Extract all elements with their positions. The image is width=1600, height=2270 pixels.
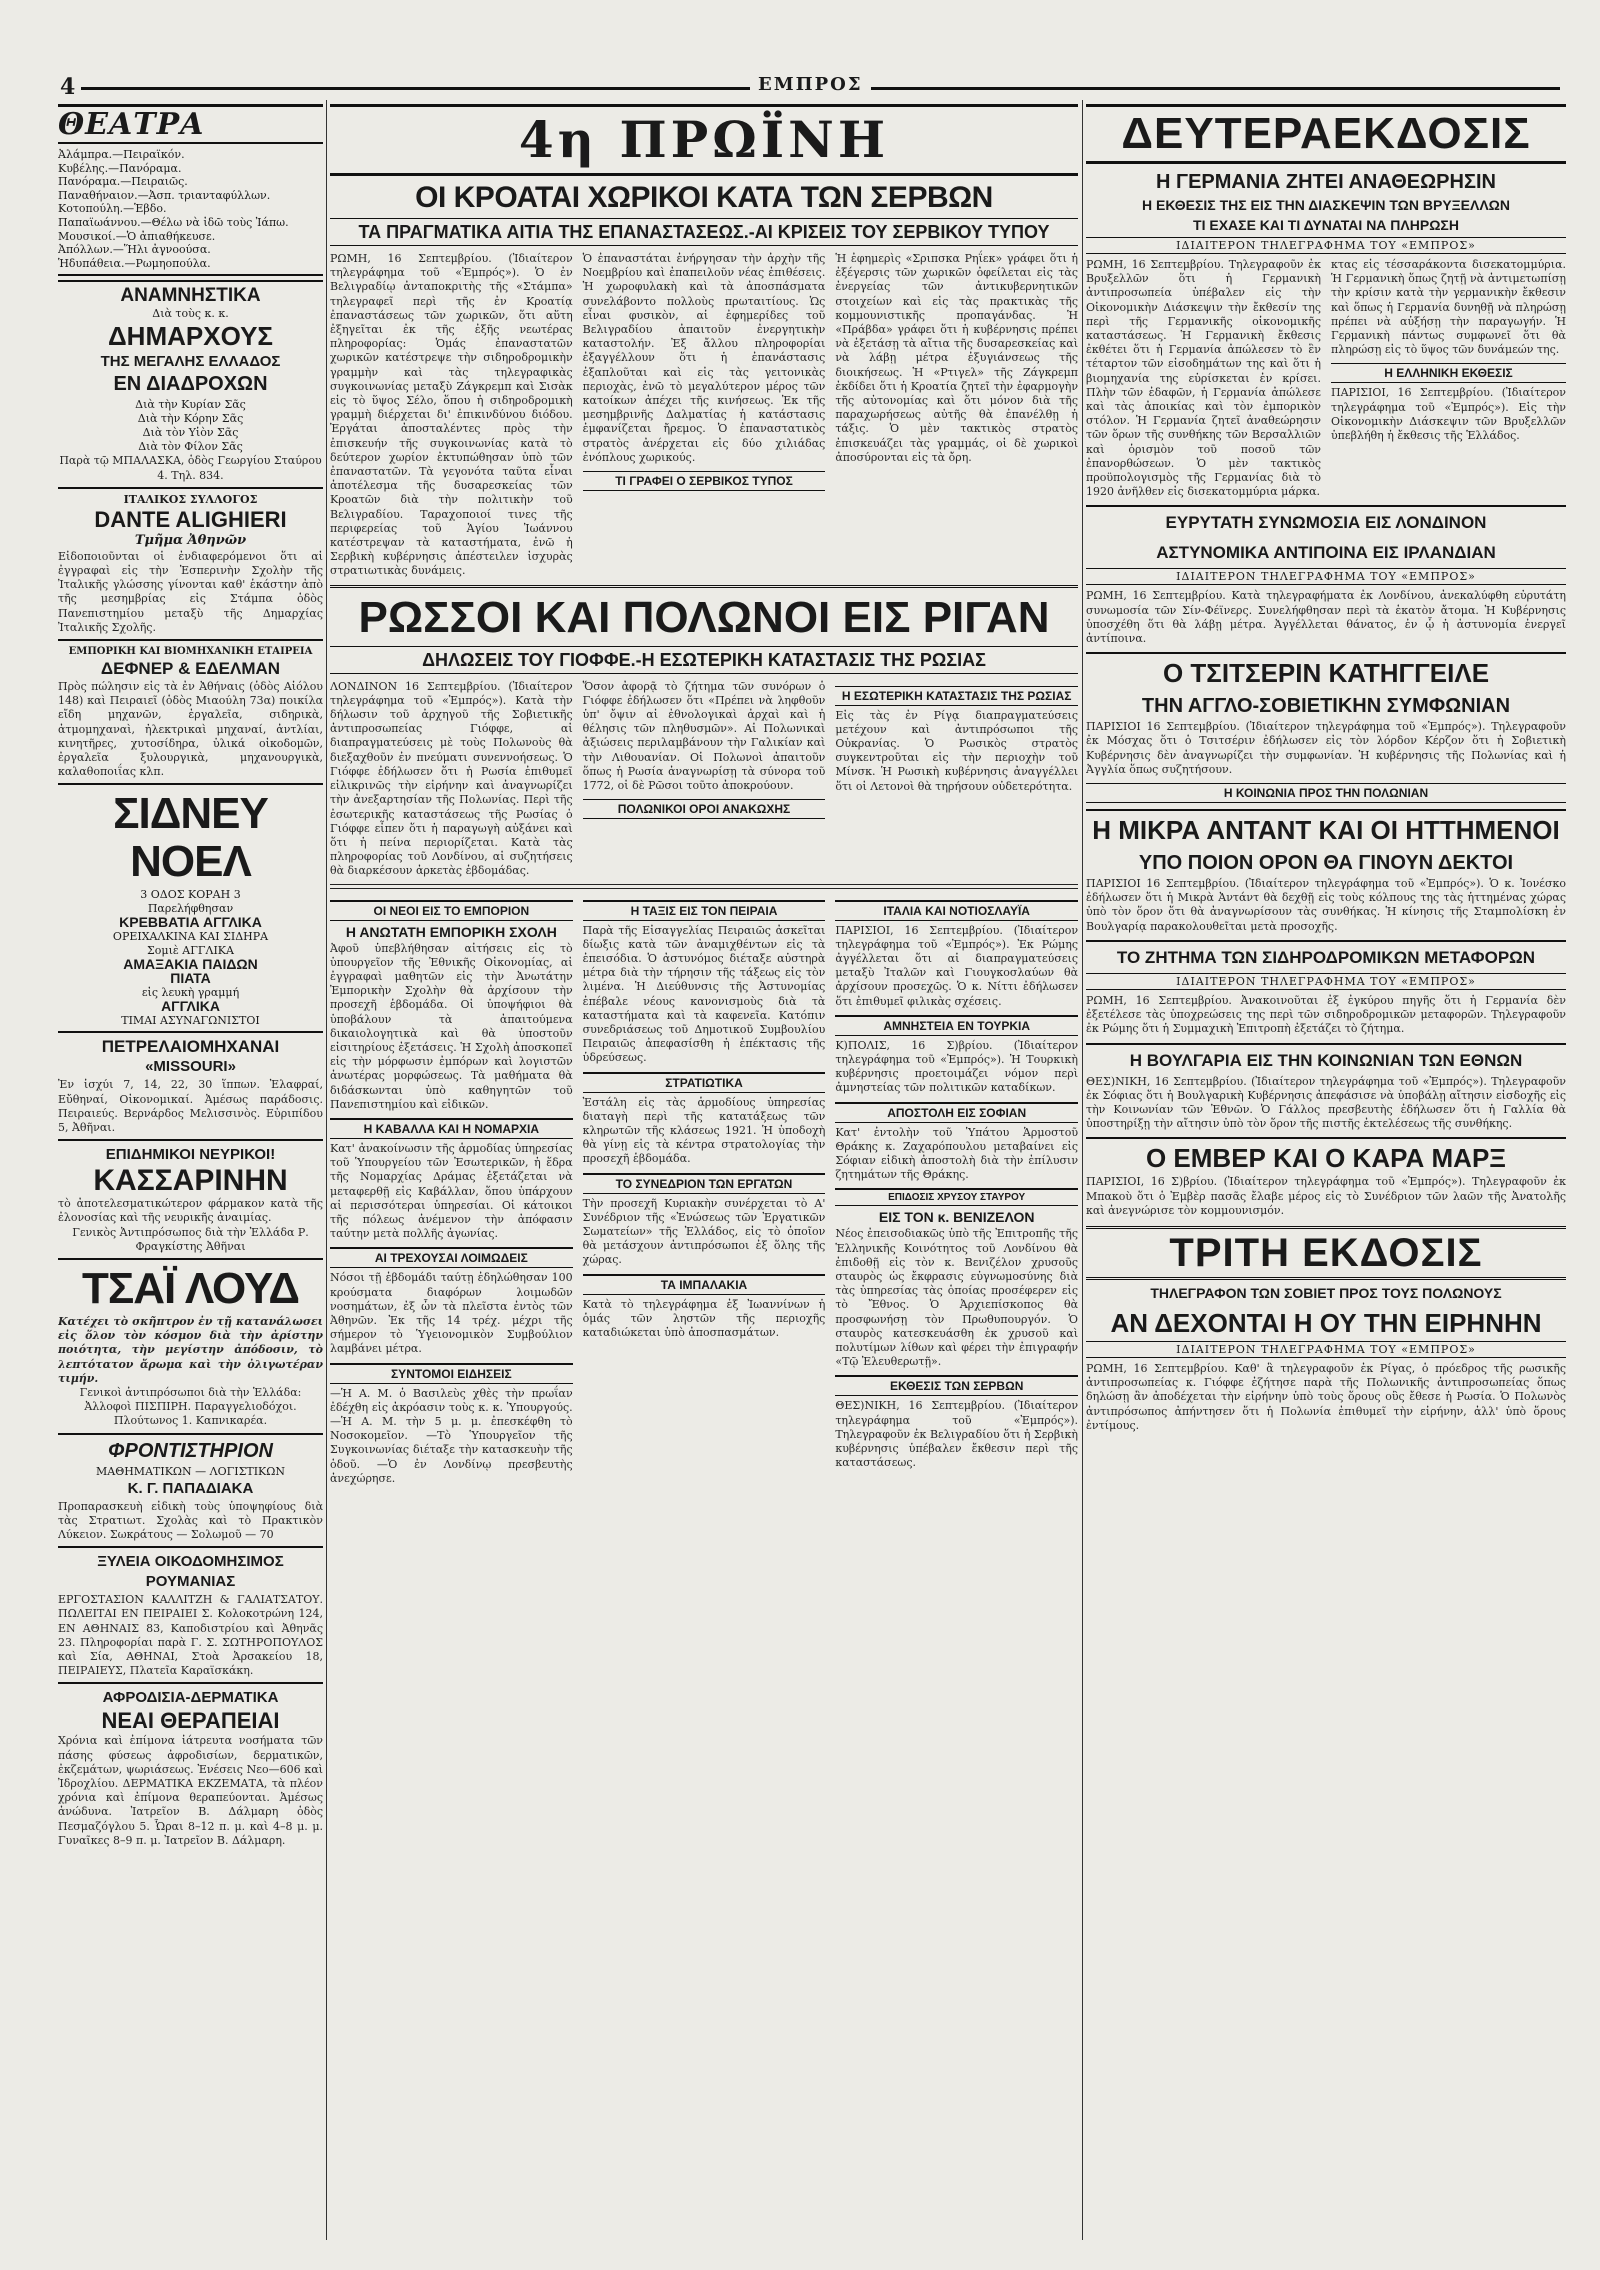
subheadline-germany: ΤΙ ΕΧΑΣΕ ΚΑΙ ΤΙ ΔΥΝΑΤΑΙ ΝΑ ΠΛΗΡΩΣΗ	[1193, 217, 1459, 233]
article-text: —Ἡ Α. Μ. ὁ Βασιλεὺς χθὲς τὴν πρωΐαν ἐδέχθη εἰς ἀκρόασιν τοὺς κ. κ. Ὑπουργούς. —Ἡ Α. Μ. τὴν 5 μ. μ. ἐπεσκέφθη τὸ Νοσοκομεῖον. —Τὸ Ὑπουργεῖον τῆς Συγκοινωνίας διέταξε τὴν κατασκευὴν τῆς ὁδοῦ. —Ὁ ἐν Λονδίνῳ πρεσβευτὴς ἀνεχώρησε.	[330, 1386, 573, 1485]
article-text: Ἀφοῦ ὑπεβλήθησαν αἰτήσεις εἰς τὸ ὑπουργεῖον τῆς Ἐθνικῆς Οἰκονομίας, αἱ ἐγγραφαὶ μαθητῶν εἰς τὴν Ἀνωτάτην Ἐμπορικὴν Σχολὴν θὰ ἀρχίσουν τὴν προσεχῆ ἑβδομάδα. Οἱ ὑποψήφιοι θὰ ὑποβάλουν τὰ ἀπαιτούμενα δικαιολογητικὰ καὶ θὰ ὑποστοῦν εἰσιτηρίους ἐξετάσεις. Ἡ Σχολὴ ἀποσκοπεῖ εἰς τὴν μόρφωσιν ἐμπόρων καὶ λογιστῶν ἀνωτέρας μορφώσεως. Τὰ μαθήματα θὰ διδάσκωνται ὑπὸ καθηγητῶν τοῦ Πανεπιστημίου καὶ εἰδικῶν.	[330, 941, 573, 1111]
article-text: Κατὰ τὸ τηλεγράφημα ἐξ Ἰωαννίνων ἡ ὁμάς τῶν ληστῶν τῆς περιοχῆς καταδιώκεται ὑπὸ ἀποσπασμάτων.	[582, 1297, 826, 1339]
article-riga	[330, 680, 1078, 879]
ad-subtext: Γενικοὶ ἀντιπρόσωποι διὰ τὴν Ἑλλάδα: Ἀλλοφοὶ ΠΙΣΠΙΡΗ. Παραγγελιοδόχοι. Πλούτωνος 1. Καπνικαρέα.	[79, 1386, 302, 1428]
ad-subtext: Γενικὸς Ἀντιπρόσωπος διὰ τὴν Ἑλλάδα Ρ. Φραγκίστης Ἀθῆναι	[72, 1225, 309, 1253]
ad-heading: Κ. Γ. ΠΑΠΑΔΙΑΚΑ	[127, 1479, 254, 1497]
article-text: ΠΑΡΙΣΙΟΙ, 16 Σεπτεμβρίου. (Ἰδιαίτερον τηλεγράφημα τοῦ «Ἐμπρός»). Ἐκ Ρώμης ἀγγέλλεται ὅτι αἱ διαπραγματεύσεις μεταξὺ Ἰταλῶν καὶ Γιουγκοσλαύων θὰ ἀρχίσουν προσεχῶς. Ὁ κ. Νίττι ἐδήλωσεν ὅτι ἐπιθυμεῖ φιλικὰς σχέσεις.	[835, 923, 1078, 1008]
article-text: ΠΑΡΙΣΙΟΙ, 16 Σ)βρίου. (Ἰδιαίτερον τηλεγράφημα τοῦ «Ἐμπρός»). Τηλεγραφοῦν ἐκ Μπακοὺ ὅτι ὁ Ἐμβὲρ πασᾶς ἔλαβε μέρος εἰς τὸ Συνέδριον τῶν λαῶν τῆς Ἀνατολῆς καὶ ἀνεγνώρισε τὸν κομμουνισμόν.	[1086, 1175, 1566, 1217]
section-heading: ΤΙ ΓΡΑΦΕΙ Ο ΣΕΡΒΙΚΟΣ ΤΥΠΟΣ	[583, 471, 826, 491]
section-heading: ΙΤΑΛΙΑ ΚΑΙ ΝΟΤΙΟΣΛΑΥΪΑ	[835, 900, 1078, 921]
section-heading: ΑΜΝΗΣΤΕΙΑ ΕΝ ΤΟΥΡΚΙΑ	[835, 1015, 1078, 1036]
headline-germany: Η ΓΕΡΜΑΝΙΑ ΖΗΤΕΙ ΑΝΑΘΕΩΡΗΣΙΝ	[1156, 171, 1496, 193]
second-edition-banner: ΔΕΥΤΕΡΑΕΚΔΟΣΙΣ	[1086, 104, 1566, 164]
list-item: Πανόραμα.—Πειραιῶς.	[58, 175, 188, 189]
headline-london: ΕΥΡΥΤΑΤΗ ΣΥΝΩΜΟΣΙΑ ΕΙΣ ΛΟΝΔΙΝΟΝ	[1086, 505, 1566, 535]
ad-heading: ΤΣΑΪ ΛΟΥΔ	[81, 1264, 299, 1314]
ad-title: ΙΤΑΛΙΚΟΣ ΣΥΛΛΟΓΟΣ	[123, 492, 258, 506]
edition-banner: 4η ΠΡΩΪΝΗ	[330, 104, 1078, 176]
ad-title: ΑΝΑΜΝΗΣΤΙΚΑ	[120, 285, 261, 307]
section-heading: ΠΟΛΩΝΙΚΟΙ ΟΡΟΙ ΑΝΑΚΩΧΗΣ	[583, 799, 826, 819]
list-item: Σομιὲ ΑΓΓΛΙΚΑ	[147, 944, 234, 958]
column-divider	[1082, 100, 1083, 2240]
list-item: ΑΜΑΞΑΚΙΑ ΠΑΙΔΩΝ	[123, 956, 258, 973]
headline-railways: ΤΟ ΖΗΤΗΜΑ ΤΩΝ ΣΙΔΗΡΟΔΡΟΜΙΚΩΝ ΜΕΤΑΦΟΡΩΝ	[1086, 940, 1566, 970]
ad-title: ΑΦΡΟΔΙΣΙΑ-ΔΕΡΜΑΤΙΚΑ	[102, 1689, 279, 1707]
ad-heading: ΣΙΔΝΕΥ ΝΟΕΛ	[113, 789, 268, 887]
list-item: Κοτοπούλη.—Ἑβδο.	[58, 202, 167, 216]
list-item: ΚΡΕΒΒΑΤΙΑ ΑΓΓΛΙΚΑ	[119, 914, 262, 931]
subheadline-london: ΑΣΤΥΝΟΜΙΚΑ ΑΝΤΙΠΟΙΝΑ ΕΙΣ ΙΡΛΑΝΔΙΑΝ	[1156, 543, 1496, 563]
section-heading: ΤΟ ΣΥΝΕΔΡΙΟΝ ΤΩΝ ΕΡΓΑΤΩΝ	[583, 1173, 826, 1194]
article-text: Ὁ ἐπαναστάται ἐνήργησαν τὴν ἀρχὴν τῆς Νοεμβρίου καὶ ἐπαπειλοῦν νέας ἐπιθέσεις. Ἡ χωροφυλακὴ καὶ τὰ ἀποσπάσματα συνελάβοντο πολλοὺς πρωταιτίους. Ὡς εἶναι φυσικὸν, αἱ ἐφημερίδες τοῦ Βελιγραδίου ἀπαιτοῦν ἐνεργητικὴν καταστολήν. Ἐξ ἄλλου πληροφορίαι ἐξαγγέλλουν ὅτι ἡ ἐπανάστασις ἐξαπλοῦται καὶ εἰς τὰς γειτονικὰς περιοχὰς, ἐνῶ τὸ μεγαλύτερον μέρος τῶν κατοίκων ἀπέχει τῆς κινήσεως. Ἐκ τῆς μεσημβρινῆς Δαλματίας ἡ κατάστασις ἐμφανίζεται ἤρεμος. Ὁ ἐπαναστατικὸς στρατὸς ἀνέρχεται εἰς δύο χιλιάδας ἐνόπλους χωρικούς.	[582, 252, 826, 464]
ad-title: ΕΠΙΔΗΜΙΚΟΙ ΝΕΥΡΙΚΟΙ!	[105, 1146, 276, 1164]
ad-heading: ΦΡΟΝΤΙΣΤΗΡΙΟΝ	[108, 1439, 273, 1462]
ad-heading: ΡΟΥΜΑΝΙΑΣ	[145, 1573, 236, 1591]
list-item: Διὰ τὸν Φίλον Σᾶς	[138, 440, 243, 454]
middle-column	[330, 104, 1078, 2234]
article-text: Κατ' ἐντολὴν τοῦ Ὑπάτου Ἁρμοστοῦ Θράκης κ. Ζαχαρόπουλου μεταβαίνει εἰς Σόφιαν εἰδικὴ ἀποστολὴ διὰ τὴν ἐπίλυσιν ζητημάτων τῆς Θράκης.	[835, 1125, 1078, 1182]
section-heading: ΕΚΘΕΣΙΣ ΤΩΝ ΣΕΡΒΩΝ	[835, 1375, 1078, 1396]
list-item: Μουσικοί.—Ὁ ἀπιαθήκευσε.	[58, 229, 216, 243]
ad-text: Χρόνια καὶ ἐπίμονα ἰάτρευτα νοσήματα τῶν πάσης φύσεως ἀφροδισίων, δερματικῶν, ἐκζεμάτων, ψωριάσεως. Ἐνέσεις Νεο—606 καὶ Ἰδροχλίου. ΔΕΡΜΑΤΙΚΑ ΕΚΖΕΜΑΤΑ, τὰ πλέον χρόνια καὶ ἐπίμονα θεραπεύονται. Ἀμέσως ἀνώδυνα. Ἰατρεῖον Β. Δάλμαρη ὁδὸς Πεσμαζόγλου 5. Ὧραι 8–12 π. μ. καὶ 4–8 μ. μ. Γυναῖκες 8–9 π. μ. Ἰατρεῖον Β. Δάλμαρη.	[58, 1734, 323, 1847]
article-text: ΡΩΜΗ, 16 Σεπτεμβρίου. Ἀνακοινοῦται ἐξ ἐγκύρου πηγῆς ὅτι ἡ Γερμανία δὲν ἐξετέλεσε τὰς ὑποχρεώσεις της περὶ τῶν σιδηροδρομικῶν μεταφορῶν. Τηλεγραφοῦν ἐκ Ρώμης ὅτι ἡ Συμμαχικὴ Ἐπιτροπὴ ἐξετάζει τὸ ζήτημα.	[1086, 993, 1566, 1036]
left-column	[58, 104, 323, 2234]
ad-heading: ΕΝ ΔΙΑΔΡΟΧΩΝ	[113, 373, 268, 396]
article-text: ΡΩΜΗ, 16 Σεπτεμβρίου. (Ἰδιαίτερον τηλεγράφημα τοῦ «Ἐμπρός»). Ὁ ἐν Βελιγραδίῳ ἀνταποκριτὴς τῆς «Στάμπα» τηλεγραφεῖ περὶ τῆς ἐν Κροατίᾳ ἐπαναστάσεως τῶν χωρικῶν, ὅτι αὕτη ἐξηγεῖται ἐκ τῆς ἐξῆς νεωτέρας πληροφορίας: Ὁμάς ἐπαναστατῶν χωρικῶν κατέστρεψε τὴν σιδηροδρομικὴν γραμμὴν καὶ τὰς τηλεγραφικὰς συγκοινωνίας μεταξὺ Ζάγκρεμπ καὶ Σισὰκ εἰς τὸ ὕψος Σέλο, ὅπου ἡ σιδηροδρομικὴ γραμμὴ διέρχεται δι' ἐπικινδύνου διόδου. Ἐργάται ἀποσταλέντες πρὸς τὴν ἐπισκευήν τῆς συγκοινωνίας κατὰ τὸ δεύτερον χωρίον ἐκτυπώθησαν ὑπὸ τῶν ἐπαναστατῶν. Τὰ γεγονότα ταῦτα εἶναι ἀποτέλεσμα τῆς δυσαρεσκείας τῶν Κροατῶν διὰ τὴν πολιτικὴν τοῦ Βελιγραδίου. Ταραχοποιοί τινες τῆς περιφερείας τοῦ Ἁγίου Ἰωάννου κατέστρεψαν τὰ καταστήματα, ἐνῶ ἡ Σερβικὴ κυβέρνησις ἀπέστειλεν ἰσχυρὰς στρατιωτικὰς δυνάμεις.	[330, 252, 573, 578]
ad-text: ΕΡΓΟΣΤΑΣΙΟΝ ΚΑΛΛΙΤΖΗ & ΓΑΛΙΑΤΣΑΤΟΥ. ΠΩΛΕΙΤΑΙ ΕΝ ΠΕΙΡΑΙΕΙ Σ. Κολοκοτρώνη 124, ΕΝ ΑΘΗΝΑΙΣ 83, Καποδιστρίου καὶ Ἀθηνᾶς 23. Πληροφορίαι παρὰ Γ. Σ. ΣΩΤΗΡΟΠΟΥΛΟΣ καὶ Σία, ΑΘΗΝΑΙ, Στοὰ Ἀρσακείου 18, ΠΕΙΡΑΙΕΥΣ, Πλατεῖα Καραϊσκάκη.	[58, 1593, 323, 1678]
article-text: ΠΑΡΙΣΙΟΙ 16 Σεπτεμβρίου. (Ἰδιαίτερον τηλεγράφημα τοῦ «Ἐμπρός»). Τηλεγραφοῦν ἐκ Μόσχας ὅτι ὁ Τσιτσέριν ἐδήλωσεν εἰς τὸν λόρδον Κέρζον ὅτι ἡ Σοβιετικὴ Κυβέρνησις δὲν ἀναγνωρίζει τὴν συμφωνίαν. Ἡ κυβέρνησις τῆς Πολωνίας καὶ ἡ Ἀγγλία ὅπως συζητήσουν.	[1086, 720, 1566, 776]
theatre-title: ΘΕΑΤΡΑ	[58, 104, 323, 144]
section-heading: ΟΙ ΝΕΟΙ ΕΙΣ ΤΟ ΕΜΠΟΡΙΟΝ	[330, 900, 573, 921]
section-heading: ΣΤΡΑΤΙΩΤΙΚΑ	[583, 1072, 826, 1093]
section-heading: Η ΕΣΩΤΕΡΙΚΗ ΚΑΤΑΣΤΑΣΙΣ ΤΗΣ ΡΩΣΙΑΣ	[835, 686, 1078, 706]
ad-defner	[58, 639, 323, 779]
masthead	[60, 74, 1560, 100]
section-rule	[330, 884, 1078, 889]
list-item: Παπαϊωάννου.—Θέλω νὰ ἰδῶ τοὺς Ἰάπω.	[58, 215, 289, 229]
subheadline-riga: ΔΗΛΩΣΕΙΣ ΤΟΥ ΓΙΟΦΦΕ.-Η ΕΣΩΤΕΡΙΚΗ ΚΑΤΑΣΤΑΣΙΣ ΤΗΣ ΡΩΣΙΑΣ	[330, 646, 1078, 674]
ad-heading: Τμῆμα Ἀθηνῶν	[134, 532, 247, 548]
subheadline-little-entente: ΥΠΟ ΠΟΙΟΝ ΟΡΟΝ ΘΑ ΓΙΝΟΥΝ ΔΕΚΤΟΙ	[1138, 852, 1514, 875]
article-text: Εἰς τὰς ἐν Ρίγᾳ διαπραγματεύσεις μετέχουν καὶ ἀντιπρόσωποι τῆς Οὐκρανίας. Ὁ Ρωσικὸς στρατὸς συγκεντροῦται εἰς τὴν περιοχὴν τοῦ Μίνσκ. Ἡ Ρωσικὴ κυβέρνησις ἀναγγέλλει ὅτι οἱ Λετονοὶ θὰ τηρήσουν οὐδετερότητα.	[835, 708, 1078, 793]
article-text: ΛΟΝΔΙΝΟΝ 16 Σεπτεμβρίου. (Ἰδιαίτερον τηλεγράφημα τοῦ «Ἐμπρός»). Κατὰ τὴν δήλωσιν τοῦ ἀρχηγοῦ τῆς Σοβιετικῆς ἀντιπροσωπείας Γιόφφε, αἱ διαπραγματεύσεις μὲ τοὺς Πολωνοὺς θὰ διεξαχθοῦν ἐν πνεύματι συνεννοήσεως. Ὁ Γιόφφε ἐδήλωσεν ὅτι ἡ Ρωσία ἐπιθυμεῖ εἰλικρινῶς τὴν εἰρήνην καὶ ἀναγνωρίζει τὴν ἀνεξαρτησίαν τῆς Πολωνίας. Περὶ τῆς ἐσωτερικῆς καταστάσεως τῆς Ρωσίας ὁ Γιόφφε εἶπεν ὅτι ἡ παραγωγὴ αὐξάνει καὶ ὅτι ἡ πείνα περιορίζεται. Κατὰ τὰς πληροφορίας τοῦ Λονδίνου, αἱ συζητήσεις θὰ διαρκέσουν ἀρκετὰς ἑβδομάδας.	[330, 679, 573, 878]
article-croats	[330, 252, 1078, 579]
list-item: Παναθήναιον.—Ἀσπ. τριανταφύλλων.	[58, 188, 271, 202]
ad-text: τὸ ἀποτελεσματικώτερον φάρμακον κατὰ τῆς ἐλονοσίας καὶ τῆς νευρικῆς ἀναιμίας.	[58, 1197, 323, 1225]
list-item: ΑΓΓΛΙΚΑ	[161, 998, 220, 1015]
ad-address: Παρὰ τῷ ΜΠΑΛΑΣΚΑ, ὁδὸς Γεωργίου Σταύρου 4. Τηλ. 834.	[59, 454, 322, 482]
section-heading: Η ΑΝΩΤΑΤΗ ΕΜΠΟΡΙΚΗ ΣΧΟΛΗ	[345, 923, 557, 940]
list-item: ΤΙΜΑΙ ΑΣΥΝΑΓΩΝΙΣΤΟΙ	[121, 1014, 260, 1028]
telegram-label: ΙΔΙΑΙΤΕΡΟΝ ΤΗΛΕΓΡΑΦΗΜΑ ΤΟΥ «ΕΜΠΡΟΣ»	[1086, 237, 1566, 254]
ad-heading: DANTE ALIGHIERI	[94, 506, 287, 532]
ad-subtitle: ΜΑΘΗΜΑΤΙΚΩΝ — ΛΟΓΙΣΤΙΚΩΝ	[95, 1464, 286, 1478]
article-text: Νέος ἐπεισοδιακῶς ὑπὸ τῆς Ἐπιτροπῆς τῆς Ἑλληνικῆς Κοινότητος τοῦ Λονδίνου θὰ ἐπιδοθῇ εἰς τὸν κ. Βενιζέλον χρυσοῦς σταυρὸς ὡς ἔκφρασις εὐγνωμοσύνης διὰ τὰς ὑπηρεσίας τὰς ὁποίας προσέφερεν εἰς τὸ Ἔθνος. Ὁ Ἀρχιεπίσκοπος θὰ προσφωνήσῃ τὸν Πρωθυπουργόν. Ὁ σταυρὸς κατεσκευάσθη ἐκ χρυσοῦ καὶ πολυτίμων λίθων καὶ φέρει τὴν ἐπιγραφήν «Τῷ Ἐλευθερωτῇ».	[835, 1227, 1078, 1369]
page-number: 4	[60, 74, 81, 100]
article-germany	[1086, 258, 1566, 499]
article-text: Κατ' ἀνακοίνωσιν τῆς ἁρμοδίας ὑπηρεσίας τοῦ Ὑπουργείου τῶν Ἐσωτερικῶν, ἡ ἕδρα τῆς Νομαρχίας Δράμας ἐξετάζεται νὰ μεταφερθῇ εἰς Καβάλλαν, ὅπου ὑπάρχουν αἱ περισσότεραι ὑπηρεσίαι. Οἱ κάτοικοι τῆς πόλεως ἀνέμενον τὴν ἀπόφασιν ταύτην μετὰ πολλῆς ἀγωνίας.	[330, 1141, 573, 1241]
section-heading: ΣΥΝΤΟΜΟΙ ΕΙΔΗΣΕΙΣ	[330, 1363, 573, 1384]
list-item: Διὰ τὸν Υἱὸν Σᾶς	[142, 426, 239, 440]
section-heading: ΕΙΣ ΤΟΝ κ. ΒΕΝΙΖΕΛΟΝ	[878, 1209, 1035, 1226]
ad-title: ΕΜΠΟΡΙΚΗ ΚΑΙ ΒΙΟΜΗΧΑΝΙΚΗ ΕΤΑΙΡΕΙΑ	[68, 645, 313, 657]
subheadline-chicherin: ΤΗΝ ΑΓΓΛΟ-ΣΟΒΙΕΤΙΚΗΝ ΣΥΜΦΩΝΙΑΝ	[1141, 695, 1511, 718]
list-item: ΠΙΑΤΑ	[170, 970, 211, 987]
ad-tsai-loud	[58, 1258, 323, 1429]
list-item: Ἀπόλλων.—Ἥλι ἀγνοούσα.	[58, 243, 211, 257]
headline-soviet-telegram: ΤΗΛΕΓΡΑΦΟΝ ΤΩΝ ΣΟΒΙΕΤ ΠΡΟΣ ΤΟΥΣ ΠΟΛΩΝΟΥΣ	[1150, 1284, 1502, 1301]
ad-subtitle: Διὰ τοὺς κ. κ.	[152, 307, 229, 321]
article-text: ΡΩΜΗ, 16 Σεπτεμβρίου. Καθ' ἃ τηλεγραφοῦν ἐκ Ρίγας, ὁ πρόεδρος τῆς ρωσικῆς ἀντιπροσωπείας κ. Γιόφφε ἐζήτησε παρὰ τῆς Πολωνικῆς ἀντιπροσωπείας ὅπως δηλώσῃ ἂν ἀποδέχεται τὴν εἰρήνην ὑπὸ τοὺς ὅρους οὓς ἔθεσε ἡ Ρωσία. Ὁ Πολωνὸς ἀντιπρόσωπος ἀπήντησεν ὅτι ἡ Πολωνία ἐπιθυμεῖ τὴν εἰρήνην, ἀλλ' ὑπὸ ὅρους ἐντίμους.	[1086, 1361, 1566, 1432]
article-text: Τὴν προσεχῆ Κυριακὴν συνέρχεται τὸ Α' Συνέδριον τῆς «Ἑνώσεως τῶν Ἐργατικῶν Σωματείων» τῆς Ἑλλάδος, εἰς τὸ ὁποῖον θὰ μετάσχουν ἀντιπρόσωποι ἐξ ὅλης τῆς χώρας.	[582, 1196, 826, 1267]
third-edition-banner: ΤΡΙΤΗ ΕΚΔΟΣΙΣ	[1086, 1226, 1566, 1280]
section-heading: Η ΤΑΞΙΣ ΕΙΣ ΤΟΝ ΠΕΙΡΑΙΑ	[583, 900, 826, 921]
article-text: ΘΕΣ)ΝΙΚΗ, 16 Σεπτεμβρίου. (Ἰδιαίτερον τηλεγράφημα τοῦ «Ἐμπρός»). Τηλεγραφοῦν ἐκ Βελιγραδίου ὅτι ἡ Σερβικὴ κυβέρνησις ὑπέβαλεν ἔκθεσιν περὶ τῆς καταστάσεως.	[835, 1399, 1078, 1470]
ad-lines	[58, 902, 323, 1027]
ad-heading: ΝΕΑΙ ΘΕΡΑΠΕΙΑΙ	[101, 1708, 280, 1734]
ad-kassarini	[58, 1139, 323, 1254]
list-item: εἰς λευκὴ γραμμή	[141, 986, 240, 1000]
ad-text: Εἰδοποιοῦνται οἱ ἐνδιαφερόμενοι ὅτι αἱ ἐγγραφαὶ εἰς τὴν Ἑσπερινὴν Σχολὴν τῆς Ἰταλικῆς γλώσσης γίνονται καθ' ἑκάστην ἀπὸ τῆς μεσημβρίας εἰς Στάμπα ὁδὸς Πανεπιστημίου μεταξὺ τῆς Δημαρχίας Ἰταλικῆς Σχολῆς.	[58, 549, 323, 634]
article-text: ΡΩΜΗ, 16 Σεπτεμβρίου. Κατὰ τηλεγραφήματα ἐκ Λονδίνου, ἀνεκαλύφθη εὐρυτάτη συνωμοσία τῶν Σίν-Φέϊνερς. Συνελήφθησαν περὶ τὰ ἑκατὸν ἄτομα. Ἡ Κυβέρνησις ὑποσχέθη ὅτι θὰ λάβῃ μέτρα. Ἀγγέλλεται θάνατος, ἐν ᾧ ἡ ἀστυνομία ἐνεργεῖ ἀντίποινα.	[1086, 589, 1566, 646]
article-text: ΡΩΜΗ, 16 Σεπτεμβρίου. Τηλεγραφοῦν ἐκ Βρυξελλῶν ὅτι ἡ Γερμανικὴ ἀντιπροσωπεία ὑπέβαλεν εἰς τὴν Οἰκονομικὴν Διάσκεψιν τὴν ἔκθεσίν της περὶ τῆς Γερμανικῆς οἰκονομικῆς καταστάσεως. Ἡ Γερμανικὴ ἔκθεσις ἐκθέτει ὅτι ἡ Γερμανία ἀπώλεσεν τὸ ἓν τέταρτον τῶν εἰσοδημάτων της καὶ ὅτι ἡ βιομηχανία της εὑρίσκεται ἐν κρίσει. Πλὴν τῶν ἐδαφῶν, ἡ Γερμανία ἀπώλεσε καὶ τὰς ἀποικίας καὶ τὸν ἐμπορικὸν στόλον. Ἡ Γερμανία ζητεῖ ἀναθεώρησιν τῶν ὅρων τῆς συνθήκης τῶν Βερσαλλιῶν καὶ ὁρισμὸν τοῦ ποσοῦ τῶν ἐπανορθώσεων. Ὁ μὲν τακτικὸς προϋπολογισμὸς τῆς Γερμανίας διὰ τὸ 1920 ἀνῆλθεν εἰς δισεκατομμύρια μάρκα.	[1086, 258, 1321, 499]
lower-articles	[330, 894, 1078, 1487]
subheadline-soviet-telegram: ΑΝ ΔΕΧΟΝΤΑΙ Η ΟΥ ΤΗΝ ΕΙΡΗΝΗΝ	[1110, 1307, 1542, 1338]
article-text: ΠΑΡΙΣΙΟΙ, 16 Σεπτεμβρίου. (Ἰδιαίτερον τηλεγράφημα τοῦ «Ἐμπρός»). Εἰς τὴν Οἰκονομικὴν Διάσκεψιν τῶν Βρυξελλῶν ὑπεβλήθη ἡ ἔκθεσις τῆς Ἑλλάδος.	[1331, 386, 1566, 443]
ad-text: Ἐν ἰσχύι 7, 14, 22, 30 ἵππων. Ἐλαφραί, Εὔθηναί, Οἰκονομικαί. Ἀμέσως παράδοσις. Πειραιεύς. Βερνάρδος Μελισσινὸς. Εὐριπίδου 5, Ἀθῆναι.	[58, 1078, 323, 1134]
article-text: Ἡ ἐφημερὶς «Σριπσκα Ρηΐεκ» γράφει ὅτι ἡ ἐξέγερσις τῶν χωρικῶν ὀφείλεται εἰς τὰς ἐνεργείας τῶν ἀντικυβερνητικῶν στοιχείων καὶ εἰς τὰς πρακτικὰς τῆς κομμουνιστικῆς προπαγάνδας. Ἡ «Πράβδα» γράφει ὅτι ἡ κυβέρνησις πρέπει νὰ ἐξετάσῃ τὰ αἴτια τῆς δυσαρεσκείας καὶ νὰ λάβῃ μέτρα ἐξυγιάνσεως τῆς διοικήσεως. Ἡ «Ρτιγελ» τῆς Ζάγκρεμπ ἐκδίδει ὅτι ἡ Κροατία ζητεῖ τὴν ἐφαρμογὴν τῆς αὐτονομίας καὶ ὅτι μόνον διὰ τῆς παραχωρήσεως αὐτῆς θὰ ἐπανέλθῃ ἡ τάξις. Ὁ μὲν τακτικὸς στρατὸς ἐπισκευάζει τὰς γραμμάς, οἱ δὲ χωρικοὶ ἀποσύρονται εἰς τὰ ὄρη.	[835, 252, 1078, 464]
headline-riga: ΡΩΣΣΟΙ ΚΑΙ ΠΟΛΩΝΟΙ ΕΙΣ ΡΙΓΑΝ	[330, 585, 1078, 644]
ad-lines	[58, 398, 323, 453]
ad-heading: ΔΕΦΝΕΡ & ΕΔΕΛΜΑΝ	[100, 658, 281, 678]
list-item: Ἀλάμπρα.—Πειραϊκόν.	[58, 148, 185, 161]
telegram-label: ΙΔΙΑΙΤΕΡΟΝ ΤΗΛΕΓΡΑΦΗΜΑ ΤΟΥ «ΕΜΠΡΟΣ»	[1086, 1341, 1566, 1358]
section-heading: ΑΠΟΣΤΟΛΗ ΕΙΣ ΣΟΦΙΑΝ	[835, 1102, 1078, 1123]
article-text: Ἐστάλη εἰς τὰς ἁρμοδίους ὑπηρεσίας διαταγὴ περὶ τῆς κατατάξεως τῶν κληρωτῶν τῆς κλάσεως 1921. Ἡ ὑποδοχὴ θὰ γίνῃ εἰς τὰ κέντρα στρατολογίας τὴν προσεχῆ ἑβδομάδα.	[582, 1095, 826, 1166]
ad-dante	[58, 487, 323, 635]
telegram-label: ΙΔΙΑΙΤΕΡΟΝ ΤΗΛΕΓΡΑΦΗΜΑ ΤΟΥ «ΕΜΠΡΟΣ»	[1086, 973, 1566, 990]
article-text: Παρὰ τῆς Εἰσαγγελίας Πειραιῶς ἀσκεῖται δίωξις κατὰ τῶν ἀναμιχθέντων εἰς τὰ ἐπεισόδια. Ὁ ἀστυνόμος διέταξε αὐστηρὰ μέτρα διὰ τὴν τήρησιν τῆς τάξεως εἰς τὸν λιμένα. Ἡ Διεύθυνσις τῆς Ἀστυνομίας ἐπέβαλε νέους κανονισμοὺς διὰ τὰ καταστήματα καὶ τὰ καφενεῖα. Κατόπιν συνεδριάσεως τοῦ Δημοτικοῦ Συμβουλίου Πειραιῶς ἀπεφασίσθη ἡ ἐπέκτασις τῆς ὑδρεύσεως.	[582, 923, 826, 1065]
section-heading: Η ΕΛΛΗΝΙΚΗ ΕΚΘΕΣΙΣ	[1331, 363, 1566, 383]
ad-subtitle: 3 ΟΔΟΣ ΚΟΡΑΗ 3	[140, 888, 241, 902]
headline-enver: Ο ΕΜΒΕΡ ΚΑΙ Ο ΚΑΡΑ ΜΑΡΞ	[1086, 1137, 1566, 1173]
list-item: Διὰ τὴν Κυρίαν Σᾶς	[135, 398, 246, 412]
headline-chicherin: Ο ΤΣΙΤΣΕΡΙΝ ΚΑΤΗΓΓΕΙΛΕ	[1086, 652, 1566, 688]
ad-heading: «MISSOURI»	[145, 1058, 236, 1076]
headline-bulgaria: Η ΒΟΥΛΓΑΡΙΑ ΕΙΣ ΤΗΝ ΚΟΙΝΩΝΙΑΝ ΤΩΝ ΕΘΝΩΝ	[1086, 1043, 1566, 1073]
ad-text: Πρὸς πώλησιν εἰς τὰ ἐν Ἀθήναις (ὁδὸς Αἰόλου 148) καὶ Πειραιεῖ (ὁδὸς Μιαούλη 73α) ποικίλα εἴδη μηχανῶν, ἐργαλεῖα, σιδηρικὰ, ἀτμομηχαναὶ, ἠλεκτρικαὶ μηχαναί, ἀντλίαι, κινητῆρες, χυτοσίδηρα, ὑλικά οἰκοδομῶν, ἐργαλεῖα ξυλουργικὰ, μηχανουργικὰ, καλαθοποιΐας κλπ.	[58, 679, 323, 779]
ad-heading: ΠΕΤΡΕΛΑΙΟΜΗΧΑΝΑΙ	[101, 1037, 280, 1057]
ad-xyleia	[58, 1546, 323, 1678]
ad-anamnistika	[58, 280, 323, 482]
section-heading: Η ΚΟΙΝΩΝΙΑ ΠΡΟΣ ΤΗΝ ΠΟΛΩΝΙΑΝ	[1086, 783, 1566, 803]
section-heading: ΕΠΙΔΟΣΙΣ ΧΡΥΣΟΥ ΣΤΑΥΡΟΥ	[835, 1188, 1078, 1206]
subheadline-germany: Η ΕΚΘΕΣΙΣ ΤΗΣ ΕΙΣ ΤΗΝ ΔΙΑΣΚΕΨΙΝ ΤΩΝ ΒΡΥΞΕΛΛΩΝ	[1141, 197, 1511, 213]
subheadline-croats: ΤΑ ΠΡΑΓΜΑΤΙΚΑ ΑΙΤΙΑ ΤΗΣ ΕΠΑΝΑΣΤΑΣΕΩΣ.-ΑΙ ΚΡΙΣΕΙΣ ΤΟΥ ΣΕΡΒΙΚΟΥ ΤΥΠΟΥ	[330, 218, 1078, 246]
list-item: ΟΡΕΙΧΑΛΚΙΝΑ ΚΑΙ ΣΙΔΗΡΑ	[112, 930, 269, 944]
article-text: ΘΕΣ)ΝΙΚΗ, 16 Σεπτεμβρίου. (Ἰδιαίτερον τηλεγράφημα τοῦ «Ἐμπρός»). Τηλεγραφοῦν ἐκ Σόφιας ὅτι ἡ Βουλγαρικὴ Κυβέρνησις ἀπεφάσισε νὰ ὑποβάλῃ αἴτησιν εἰσδοχῆς εἰς τὴν Κοινωνίαν τῶν Ἐθνῶν. Ὁ Γάλλος πρεσβευτὴς ἐδήλωσεν ὅτι ἡ Γαλλία θὰ ὑποστηρίξῃ τὴν αἴτησιν ὑπὸ τὸν ὅρον τῆς πιστῆς ἐκτελέσεως τῆς συνθήκης.	[1086, 1074, 1566, 1131]
ad-heading: ΚΑΣΣΑΡΙΝΗΝ	[93, 1164, 288, 1198]
ad-missouri	[58, 1031, 323, 1135]
ad-dermatika	[58, 1682, 323, 1848]
list-item: Διὰ τὴν Κόρην Σᾶς	[137, 412, 244, 426]
ad-heading: ΤΗΣ ΜΕΓΑΛΗΣ ΕΛΛΑΔΟΣ	[100, 353, 281, 371]
telegram-label: ΙΔΙΑΙΤΕΡΟΝ ΤΗΛΕΓΡΑΦΗΜΑ ΤΟΥ «ΕΜΠΡΟΣ»	[1086, 568, 1566, 585]
ad-text: Προπαρασκευὴ εἰδικὴ τοὺς ὑποψηφίους διὰ τὰς Στρατιωτ. Σχολὰς καὶ τὸ Πρακτικὸν Λύκειον. Σωκράτους — Σολωμοῦ — 70	[58, 1499, 323, 1542]
list-item: Ἡδυπάθεια.—Ρωμηοπούλα.	[58, 256, 211, 270]
ad-sidney-noel	[58, 783, 323, 1027]
theatre-listing	[58, 148, 323, 276]
ad-text: Κατέχει τὸ σκῆπτρον ἐν τῇ κατανάλωσει εἰς ὅλον τὸν κόσμον διὰ τὴν ἀρίστην ποιότητα, τὴν μεγίστην ἀπόδοσιν, τὸ λεπτότατον ἄρωμα καὶ τὴν ὀλιγωτέραν τιμήν.	[58, 1315, 323, 1385]
article-text: κτας εἰς τέσσαράκοντα δισεκατομμύρια. Ἡ Γερμανικὴ ὅπως ζητῇ νὰ ἀντιμετωπίσῃ τὴν κρίσιν κατὰ τὴν γερμανικὴν ἔκθεσιν καὶ ὅπως ἡ Γερμανία δυνηθῇ νὰ πληρώσῃ πρέπει νὰ αὐξήσῃ τὴν παραγωγήν. Ἡ Γερμανικὴ πάντως συμφωνεῖ ὅτι θὰ πληρώσῃ εἰς τὸ ὕψος τῶν δυνάμεών της.	[1331, 258, 1566, 357]
headline-little-entente: Η ΜΙΚΡΑ ΑΝΤΑΝΤ ΚΑΙ ΟΙ ΗΤΤΗΜΕΝΟΙ	[1086, 809, 1566, 845]
list-item: Παρελήφθησαν	[147, 902, 234, 916]
list-item: Κυβέλης.—Πανόραμα.	[58, 161, 182, 175]
ad-heading: ΔΗΜΑΡΧΟΥΣ	[107, 321, 274, 352]
right-column	[1086, 104, 1566, 2234]
section-heading: Η ΚΑΒΑΛΛΑ ΚΑΙ Η ΝΟΜΑΡΧΙΑ	[330, 1118, 573, 1139]
article-text: Κ)ΠΟΛΙΣ, 16 Σ)βρίου. (Ἰδιαίτερον τηλεγράφημα τοῦ «Ἐμπρός»). Ἡ Τουρκικὴ κυβέρνησις προετοιμάζει νόμον περὶ ἀμνηστείας τῶν πολιτικῶν καταδίκων.	[835, 1038, 1078, 1095]
column-divider	[326, 100, 327, 2240]
headline-croats: ΟΙ ΚΡΟΑΤΑΙ ΧΩΡΙΚΟΙ ΚΑΤΑ ΤΩΝ ΣΕΡΒΩΝ	[415, 181, 993, 214]
paper-name: ΕΜΠΡΟΣ	[750, 74, 871, 95]
article-text: Νόσοι τῇ ἑβδομάδι ταύτῃ ἐδηλώθησαν 100 κρούσματα διαφόρων λοιμωδῶν νοσημάτων, ἐξ ὧν τὰ πλεῖστα ἐντὸς τῶν Ἀθηνῶν. Ἐκ τῆς 14 τρέχ. μέχρι τῆς σήμερον τὸ Ὑγειονομικὸν Συμβούλιον λαμβάνει μέτρα.	[330, 1271, 573, 1356]
section-heading: ΑΙ ΤΡΕΧΟΥΣΑΙ ΛΟΙΜΩΔΕΙΣ	[330, 1247, 573, 1268]
ad-heading: ΞΥΛΕΙΑ ΟΙΚΟΔΟΜΗΣΙΜΟΣ	[97, 1553, 284, 1571]
article-text: Ὅσον ἀφορᾷ τὸ ζήτημα τῶν συνόρων ὁ Γιόφφε ἐδήλωσεν ὅτι «Πρέπει νὰ ληφθοῦν ὑπ' ὄψιν αἱ ἐθνολογικαὶ ἀρχαὶ καὶ ἡ θέλησις τῶν πληθυσμῶν». Αἱ Πολωνικαὶ ἀξιώσεις περιλαμβάνουν τὴν Γαλικίαν καὶ τὴν Λιθουανίαν. Οἱ Πολωνοὶ ἀπαιτοῦν ὅπως ἡ Ρωσία ἀναγνωρίσῃ τὰ σύνορα τοῦ 1772, οἱ δὲ Ρῶσοι τοῦτο ἀποκρούουν.	[582, 679, 826, 793]
section-heading: ΤΑ ΙΜΠΑΛΑΚΙΑ	[583, 1274, 826, 1295]
ad-frontistirion	[58, 1433, 323, 1543]
article-text: ΠΑΡΙΣΙΟΙ 16 Σεπτεμβρίου. (Ἰδιαίτερον τηλεγράφημα τοῦ «Ἐμπρός»). Ὁ κ. Ἰονέσκο ἐδήλωσεν ὅτι ἡ Μικρὰ Ἀντάντ θὰ δεχθῇ εἰς τοὺς κόλπους της τὰς ἡττημένας χώρας ὑπὸ τὸν ὅρον ὅτι θὰ ἀναγνωρίσουν τὰς συνθήκας. Ἡ κίνησις τῆς Σταμπολίσκη ἐν Βουλγαρίᾳ παρακολουθεῖται μετὰ προσοχῆς.	[1086, 877, 1566, 933]
